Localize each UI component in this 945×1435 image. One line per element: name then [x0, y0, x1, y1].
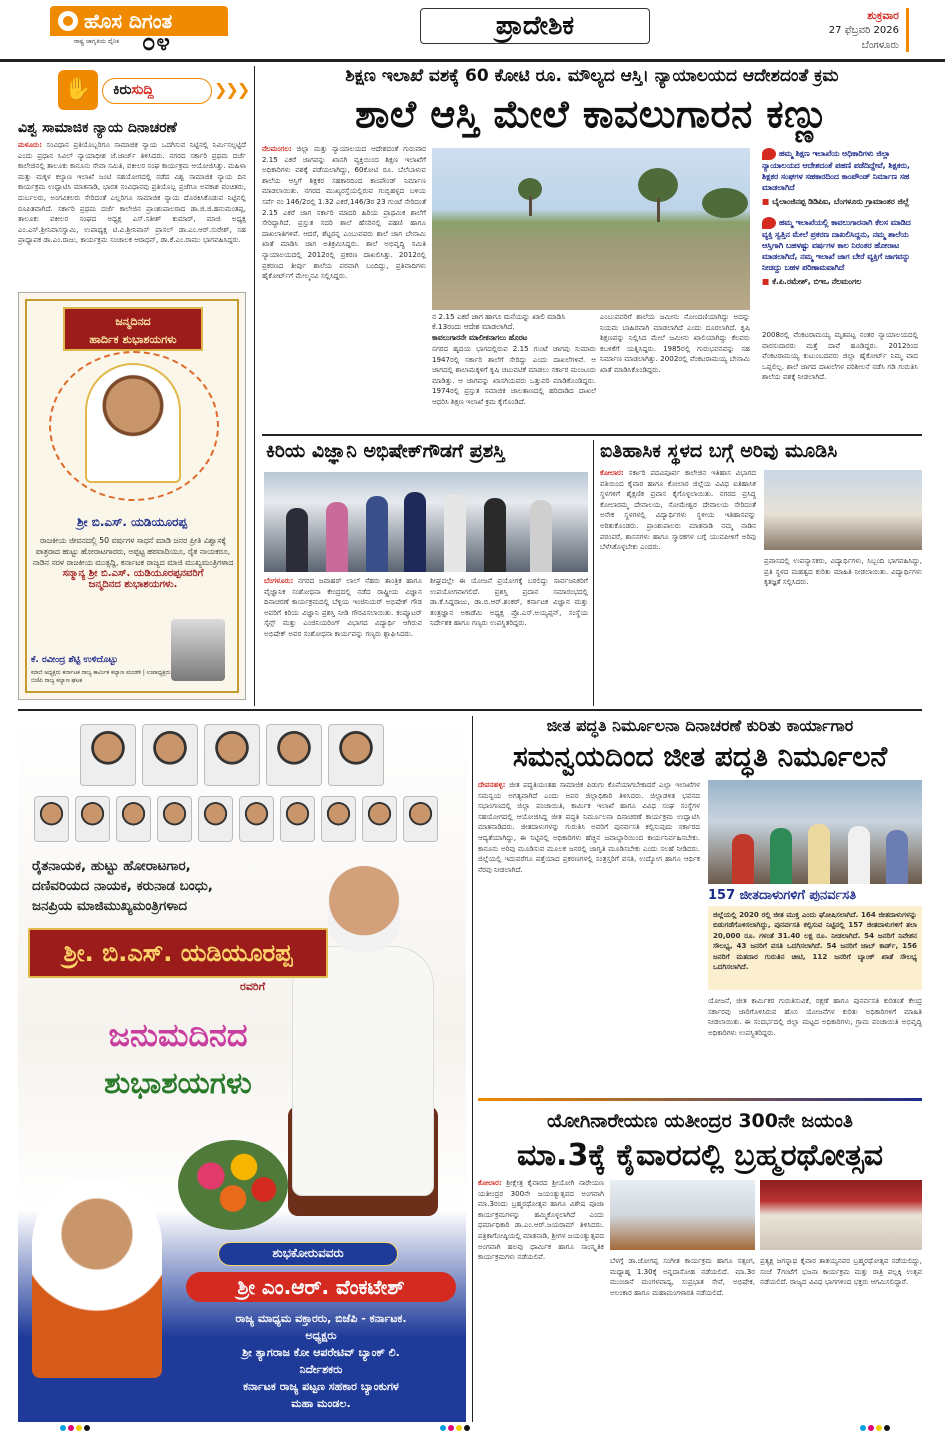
press-meet-photo: [610, 1180, 755, 1250]
brief-body: [18, 140, 246, 288]
leader-photo: [239, 796, 274, 842]
leader-photo: [266, 724, 322, 786]
figure-head: [328, 866, 400, 952]
dateline-place: ಕೋಲಾರ:: [478, 1178, 502, 1187]
quote-icon: [762, 148, 776, 160]
labour-headline[interactable]: ಸಮನ್ವಯದಿಂದ ಜೀತ ಪದ್ಧತಿ ನಿರ್ಮೂಲನೆ: [512, 740, 888, 773]
person-figure: [404, 492, 426, 572]
leader-photo: [116, 796, 151, 842]
ad-message-bold: ಸನ್ಮಾನ್ಯ ಶ್ರೀ ಬಿ.ಎಸ್. ಯಡಿಯೂರಪ್ಪನವರಿಗೆ: [62, 568, 204, 579]
date: 27 ಫೆಬ್ರವರಿ 2026: [828, 25, 899, 36]
story-column: [264, 576, 422, 704]
award-headline[interactable]: ಕಿರಿಯ ವಿಜ್ಞಾನಿ ಅಭಿಷೇಕ್‌ಗೌಡಗೆ ಪ್ರಶಸ್ತಿ: [266, 440, 505, 462]
story-column: [478, 1178, 604, 1422]
large-birthday-advertisement: [18, 716, 466, 1422]
story-kicker: ಶಿಕ್ಷಣ ಇಲಾಖೆ ವಶಕ್ಕೆ 60 ಕೋಟಿ ರೂ. ಮೌಲ್ಯದ ಆಸ್ತಿ। ನ್ಯಾಯಾಲಯದ ಆದೇಶದಂತೆ ಕ್ರಮ: [345, 66, 839, 86]
designation-line: ಮಹಾ ಮಂಡಲ.: [291, 1397, 351, 1410]
leader-photo: [34, 796, 69, 842]
person-figure: [530, 500, 552, 572]
page-number: ೦೪: [142, 28, 171, 56]
column-divider: [593, 440, 594, 706]
story-column: [262, 144, 426, 432]
leader-photo: [328, 724, 384, 786]
sender-name: ಶ್ರೀ ಎಂ.ಆರ್. ವೆಂಕಟೇಶ್: [186, 1272, 456, 1302]
story-text: ಶ್ರೀಕ್ಷೇತ್ರ ಕೈವಾರದ ಶ್ರೀಯೋಗಿ ನಾರೇಯಣ ಯತೀಂದ್ರರ 300ನೇ ಜಯಂತ್ಯುತ್ಸವದ ಅಂಗವಾಗಿ ಮಾ.3ರಂದು ಬ್ರಹ್ಮರಥೋತ್ಸವ ಹಾಗೂ ವಿಶೇಷ ಪೂಜಾ ಕಾರ್ಯಕ್ರಮಗಳನ್ನು ಹಮ್ಮಿಕೊಳ್ಳಲಾಗಿದೆ ಎಂದು ಧರ್ಮಾಧಿಕಾರಿ ಡಾ.ಎಂ.ಆರ್.ಜಯರಾಮ್ ತಿಳಿಸಿದರು. ಪತ್ರಿಕಾಗೋಷ್ಠಿಯಲ್ಲಿ ಮಾತನಾಡಿ, ಶ್ರೀಗಳ ಜಯಂತ್ಯುತ್ಸವದ ಅಂಗವಾಗಿ ಹಲವು ಧಾರ್ಮಿಕ ಹಾಗೂ ಸಾಂಸ್ಕೃತಿಕ ಕಾರ್ಯಕ್ರಮಗಳು ನಡೆಯಲಿವೆ.: [478, 1178, 604, 1262]
designation-line: ನಿರ್ದೇಶಕರು: [299, 1363, 343, 1376]
logo-wordmark: [50, 6, 228, 36]
leader-photo: [157, 796, 192, 842]
ad-message-end: ಜನ್ಮದಿನದ ಶುಭಾಶಯಗಳು.: [88, 579, 178, 590]
section-divider: [478, 1098, 922, 1101]
column-divider: [254, 66, 255, 706]
ad-ribbon-line2: ಹಾರ್ದಿಕ ಶುಭಾಶಯಗಳು: [89, 333, 177, 346]
leader-photo-row: [34, 796, 438, 842]
dateline-place: ಕೋಲಾರ:: [600, 468, 624, 477]
person-figure: [732, 834, 754, 884]
yogi-headline[interactable]: ಮಾ.3ಕ್ಕೆ ಕೈವಾರದಲ್ಲಿ ಬ್ರಹ್ಮರಥೋತ್ಸವ: [516, 1138, 884, 1173]
honoree-name: ಶ್ರೀ ಬಿ.ಎಸ್. ಯಡಿಯೂರಪ್ಪ: [77, 515, 187, 529]
dateline-place: ದೇವನಹಳ್ಳಿ:: [478, 780, 506, 789]
quote-icon: [762, 217, 776, 229]
heritage-headline[interactable]: ಐತಿಹಾಸಿಕ ಸ್ಥಳದ ಬಗ್ಗೆ ಅರಿವು ಮೂಡಿಸಿ: [600, 440, 838, 462]
leader-photo: [198, 796, 233, 842]
story-text: ನಗರದ ಜವಾಹರ್ ಲಾಲ್ ನೆಹರು ತಾಂತ್ರಿಕ ಹಾಗೂ ವೈಜ್ಞಾನಿಕ ಸಂಶೋಧನಾ ಕೇಂದ್ರದಲ್ಲಿ ನಡೆದ ರಾಷ್ಟ್ರೀಯ ವಿಜ್ಞಾನ ದಿನಾಚರಣೆ ಕಾರ್ಯಕ್ರಮದಲ್ಲಿ ಬೆಳ್ಳಿಯ ಇಂಜಿನಿಯರ್ ಅಭಿಷೇಕ್ ಗೌಡ ಅವರಿಗೆ ಕಿರಿಯ ವಿಜ್ಞಾನಿ ಪ್ರಶಸ್ತಿ ನೀಡಿ ಗೌರವಿಸಲಾಯಿತು. ಕಂಪ್ಯೂಟರ್ ಸೈನ್ಸ್ ಮತ್ತು ಎಂಜಿನಿಯರಿಂಗ್ ವಿಭಾಗದ ವಿದ್ಯಾರ್ಥಿ ಆಗಿರುವ ಅಭಿಷೇಕ್ ಅವರ ಸಂಶೋಧನಾ ಕಾರ್ಯವನ್ನು ಗಣ್ಯರು ಶ್ಲಾಘಿಸಿದರು.: [264, 576, 422, 638]
leader-photo: [403, 796, 438, 842]
brief-label: [102, 78, 212, 104]
story-column: ನಗರದ ಹೃದಯ ಭಾಗದಲ್ಲಿರುವ 2.15 ಗುಂಟೆ ಜಾಗವು ಸುಮಾರು 1947ರಲ್ಲಿ ಸರ್ಕಾರಿ ಶಾಲೆಗೆ ಸೇರಿದ್ದು ಎಂದು ದಾಖಲೆಗಳಿವೆ. ಆ ಜಾಗದಲ್ಲಿ ಶಾಲಾಮಕ್ಕಳಿಗೆ ಕೃಷಿ ಚಟುವಟಿಕೆ ಮಾಡಲು ಸರ್ಕಾರ ಮಂಜೂರು ಮಾಡಿತ್ತು. ಆ ಜಾಗವನ್ನು ಖಾಸಗಿಯವರು ಒತ್ತುವರಿ ಮಾಡಿಕೊಂಡಿದ್ದರು. 1974ರಲ್ಲಿ ಪ್ರಸ್ತುತ ಸಮಾಜಿಕ ಜಾಲತಾಣದಲ್ಲಿ ಹರಿದಾಡಿದ ದಾಖಲೆ ಆಧರಿಸಿ ಶಿಕ್ಷಣ ಇಲಾಖೆ ಕ್ರಮ ಕೈಗೊಂಡಿದೆ.: [432, 344, 596, 406]
workshop-photo: [708, 780, 922, 884]
sender-designation: [178, 1310, 464, 1412]
person-figure: [444, 494, 466, 572]
sun-icon: [58, 11, 78, 31]
chevron-right-icon: ❯❯❯: [214, 80, 249, 99]
tree-shape: [638, 168, 678, 202]
tree-trunk: [657, 198, 660, 222]
quote-two-attribution: ■ ಕೆ.ಪಿ.ರಮೇಶ್, ಬಿಇಒ ನೆಲಮಂಗಲ: [762, 277, 862, 286]
sender-photo: [171, 619, 225, 681]
honoree-titles: [32, 856, 322, 916]
quote-two-sign: ಕೆ.ಪಿ.ರಮೇಶ್, ಬಿಇಒ ನೆಲಮಂಗಲ: [772, 277, 862, 286]
quote-two-text: ಹಮ್ಮ ಇಲಾಖೆಯಲ್ಲಿ ಕಾವಲುಗಾರನಾಗಿ ಕೆಲಸ ಮಾಡಿದ ವ್ಯಕ್ತಿ ಸ್ವತ್ತಿನ ಮೇಲೆ ಪ್ರಕರಣ ದಾಖಲಿಸಿದ್ದನು, ನಮ್ಮ ಶಾಲೆಯ ಆಸ್ತಿಗಾಗಿ ಬಹಳಷ್ಟು ವರ್ಷಗಳ ಕಾಲ ನಿರಂತರ ಹೋರಾಟ ಮಾಡಲಾಗಿದೆ, ನಮ್ಮ ಇಲಾಖೆ ಜಾಗ ಬೇರೆ ವ್ಯಕ್ತಿಗೆ ಜಾಗವನ್ನು ನೀಡದ್ದು ಬಹಳ ಪರಿಣಾಮವಾಗಿದೆ: [762, 218, 911, 272]
yogi-kicker: ಯೋಗಿನಾರೇಯಣ ಯತೀಂದ್ರರ 300ನೇ ಜಯಂತಿ: [547, 1110, 853, 1132]
designation-line: ರಾಜ್ಯ ಮಾಧ್ಯಮ ವಕ್ತಾರರು, ಬಿಜೆಪಿ - ಕರ್ನಾಟಕ.: [235, 1312, 407, 1325]
sender-designation: ಮಾಜಿ ಅಧ್ಯಕ್ಷರು ಕರ್ನಾಟಕ ರಾಜ್ಯ ಕಾರ್ಮಿಕ ಕಲ್ಯಾಣ ಮಂಡಳಿ | ಉಪಾಧ್ಯಕ್ಷರು ಬಿಜೆಪಿ ರಾಜ್ಯ ಕಲ್ಯಾಣ ಘಟಕ: [31, 670, 171, 684]
dateline-place: ಬೆಂಗಳೂರು:: [264, 576, 294, 585]
story-column: ಶೀಘ್ರದಲ್ಲೇ ಈ ಯೋಜನೆ ಪ್ರಯೋಗಕ್ಕೆ ಬರಲಿದ್ದು ಸಾರ್ವಜನಿಕರಿಗೆ ಉಪಯೋಗವಾಗಲಿದೆ. ಪ್ರಶಸ್ತಿ ಪ್ರದಾನ ಸಮಾರಂಭದಲ್ಲಿ ಡಾ.ಕೆ.ಸಿದ್ದರಾಜು, ಡಾ.ಬಿ.ಆರ್.ಶಂಕರ್, ಕರ್ನಾಟಕ ವಿಜ್ಞಾನ ಮತ್ತು ತಂತ್ರಜ್ಞಾನ ಅಕಾಡೆಮಿ ಅಧ್ಯಕ್ಷ ಪ್ರೊ.ಎಸ್.ಅಯ್ಯಪ್ಪನ್, ಸಂಸ್ಥೆಯ ನಿರ್ದೇಶಕ ಹಾಗೂ ಗಣ್ಯರು ಉಪಸ್ಥಿತರಿದ್ದರು.: [430, 576, 588, 628]
quote-one-sign: ಬೈಲಾಂಜಿನಪ್ಪ ಡಿಡಿಪಿಐ, ಬೆಂಗಳೂರು ಗ್ರಾಮಾಂತರ ಜಿಲ್ಲೆ: [772, 197, 910, 206]
greeting-line1: ಜನುಮದಿನದ: [108, 1016, 248, 1054]
person-figure: [770, 828, 792, 884]
registration-marks: [440, 1424, 472, 1433]
story-column: ಬೆಳಗ್ಗೆ ಡಾ.ಜೋಗಪ್ಪ ಸಂಗೀತ ಕಾರ್ಯಕ್ರಮ ಹಾಗೂ ಸತ್ಸಂಗ, ಮಧ್ಯಾಹ್ನ 1.30ಕ್ಕೆ ಅನ್ನದಾಸೋಹ ನಡೆಯಲಿದೆ. ಮಾ.3ರ ಮುಂಜಾನೆ ಮಂಗಳವಾದ್ಯ, ಸುಪ್ರಭಾತ ಸೇವೆ, ಅಭಿಷೇಕ, ಅಲಂಕಾರ ಹಾಗೂ ಮಹಾಮಂಗಳಾರತಿ ನಡೆಯಲಿದೆ.: [610, 1256, 755, 1297]
logo-tagline: ರಾಷ್ಟ್ರ ಜಾಗೃತಿಯ ದೈನಿಕ: [74, 38, 120, 45]
person-figure: [808, 824, 830, 884]
ad-message-text: ರಾಜಕೀಯ ಜೀವನದಲ್ಲಿ 50 ವರ್ಷಗಳ ಸಾಧನೆ ಮಾಡಿ ಜನರ ಪ್ರೀತಿ ವಿಶ್ವಾಸಕ್ಕೆ ಪಾತ್ರರಾದ ಹುಟ್ಟು ಹೋರಾಟಗಾರರು, ಅಪ್ಪಟ್ಟ ಹಠವಾದಿಯೂ, ರೈತ ನಾಯಕರೂ, ನಾಡಿನ ಸರಳ ರಾಜಕೀಯ ಮುತ್ಸದ್ದಿ, ಕರ್ನಾಟಕ ರಾಜ್ಯದ ಮಾಜಿ ಮುಖ್ಯಮಂತ್ರಿಗಳಾದ: [32, 536, 234, 567]
brief-label-b: ಸುದ್ದಿ: [131, 82, 154, 98]
story-column: [478, 780, 700, 1094]
birthday-advertisement: [18, 292, 246, 700]
designation-line: ಶ್ರೀ ತ್ಯಾಗರಾಜ ಕೋ ಆಪರೇಟಿವ್ ಬ್ಯಾಂಕ್ ಲಿ.: [242, 1346, 400, 1359]
story-column: [600, 468, 756, 704]
brief-text: ಸಂವಿಧಾನ ಪ್ರತಿಯೊಬ್ಬರಿಗೂ ಸಾಮಾಜಿಕ ನ್ಯಾಯ ಒದಗಿಸುವ ನಿಟ್ಟಿನಲ್ಲಿ ನಿರ್ಮಿಸಲ್ಪಟ್ಟಿದೆ ಎಂದು ಪ್ರಧಾನ ಸಿವಿಲ್ ನ್ಯಾಯಾಧೀಶ ಜೆ.ಜಾರ್ಜ್ ತಿಳಿಸಿದರು. ನಗರದ ಸರ್ಕಾರಿ ಪ್ರಥಮ ದರ್ಜೆ ಕಾಲೇಜಿನಲ್ಲಿ ತಾಲೂಕು ಕಾನೂನು ಸೇವಾ ಸಮಿತಿ, ವಕೀಲರ ಸಂಘ ಕಾರ್ಯಕ್ರಮ ಆಯೋಜಿಸಿತ್ತು. ಮಹಿಳಾ ಮತ್ತು ಮಕ್ಕಳ ಕಲ್ಯಾಣ ಇಲಾಖೆ ಜಂಟಿ ಸಹಯೋಗದಲ್ಲಿ ನಡೆದ ವಿಶ್ವ ಸಾಮಾಜಿಕ ನ್ಯಾಯ ದಿನ ಕಾರ್ಯಕ್ರಮ ಉದ್ಘಾಟಿಸಿ ಮಾತನಾಡಿ, ಭಾರತ ಸಂವಿಧಾನವು ಪ್ರತಿಯೊಬ್ಬ ಪ್ರಜೆಗೂ ಅವಕಾಶ ವಂಚಿತರು, ದುರ್ಬಲರು, ಅಂಗವಿಕಲರು ಸೇರಿದಂತೆ ಎಲ್ಲರಿಗೂ ಸಾಮಾಜಿಕ ನ್ಯಾಯ ದೊರಕಿಸಿಕೊಡುವ ನಿಟ್ಟಿನಲ್ಲಿ ರೂಪಿತವಾಗಿದೆ. ಸರ್ಕಾರಿ ಪ್ರಥಮ ದರ್ಜೆ ಕಾಲೇಜಿನ ಪ್ರಾಂಶುಪಾಲರಾದ ಡಾ.ಜಿ.ಜಿ.ಹನುಮಂತಪ್ಪ, ತಾಲೂಕು ವಕೀಲರ ಸಂಘದ ಅಧ್ಯಕ್ಷ ಎಸ್.ಸತೀಶ್ ಕುಮಾರ್, ಮಾಜಿ ಅಧ್ಯಕ್ಷ ಎಂ.ಎಸ್.ಶ್ರೀನಿವಾಸಸ್ವಾಮಿ, ಉಪಾಧ್ಯಕ್ಷ ಟಿ.ವಿ.ಶ್ರೀನಿವಾಸ್ ಪ್ರಾಸಲ್ ಡಾ.ಎಂ.ಆರ್.ಸುರೇಶ್, ಸಹ ಪ್ರಾಧ್ಯಾಪಕ ಡಾ.ಎಂ.ರಾಜು, ಕಾರ್ಯಕ್ರಮ ಸಂಚಾಲಕ ಆರಾಧನ್, ಡಾ.ಕೆ.ಎಂ.ರಾಮು ಭಾಗವಹಿಸಿದ್ದರು.: [18, 140, 246, 245]
section-divider: [18, 709, 922, 711]
titles-line: ಜನಪ್ರಿಯ ಮಾಜಿಮುಖ್ಯಮಂತ್ರಿಗಳಾದ: [32, 898, 188, 914]
tree-trunk: [529, 196, 532, 216]
wishers-label: ಶುಭಕೋರುವವರು: [218, 1242, 398, 1266]
brief-banner: [18, 70, 249, 114]
quote-one-text: ಹಮ್ಮ ಶಿಕ್ಷಣ ಇಲಾಖೆಯ ಅಧಿಕಾರಿಗಳು ಜಿಲ್ಲಾ ನ್ಯಾಯಾಲಯದ ಆದೇಶದಂತೆ ಪಹಣಿ ಪಡೆದಿದ್ದೇವೆ, ಶಿಕ್ಷಕರು, ಶಿಕ್ಷಕರ ಸಂಘಗಳ ಸಹಕಾರದಿಂದ ಕಾಂಪೌಂಡ್ ನಿರ್ಮಾಣ ಸಹ ಮಾಡಲಾಗಿದೆ: [762, 149, 910, 192]
dateline: [829, 8, 899, 53]
titles-line: ದಣಿವರಿಯದ ನಾಯಕ, ಕರುನಾಡ ಬಂಧು,: [32, 878, 213, 894]
leader-photo: [362, 796, 397, 842]
person-figure: [886, 830, 908, 884]
titles-line: ರೈತನಾಯಕ, ಹುಟ್ಟು ಹೋರಾಟಗಾರ,: [32, 858, 191, 874]
honoree-suffix: ರವರಿಗೆ: [240, 980, 266, 993]
person-figure: [286, 508, 308, 572]
sender-name: ಕೆ. ರವೀಂದ್ರ ಶೆಟ್ಟಿ ಉಳಿದೊಟ್ಟು: [31, 655, 118, 665]
story-text: ಸರ್ಕಾರಿ ಪದವಿಪೂರ್ವ ಕಾಲೇಜಿನ ಇತಿಹಾಸ ವಿಭಾಗದ ವತಿಯಿಂದ ಕೈವಾರ ಹಾಗೂ ಕೋಲಾರ ಜಿಲ್ಲೆಯ ವಿವಿಧ ಐತಿಹಾಸಿಕ ಸ್ಥಳಗಳಿಗೆ ಶೈಕ್ಷಣಿಕ ಪ್ರವಾಸ ಕೈಗೊಳ್ಳಲಾಯಿತು. ನಗರದ ಪ್ರಸಿದ್ಧ ಕೋಲಾರಮ್ಮ ದೇವಾಲಯ, ಸೋಮೇಶ್ವರ ದೇವಾಲಯ ಸೇರಿದಂತೆ ಅನೇಕ ಸ್ಥಳಗಳಲ್ಲಿ ವಿದ್ಯಾರ್ಥಿಗಳು ಸ್ಥಳೀಯ ಇತಿಹಾಸವನ್ನು ಅರಿತುಕೊಂಡರು. ಪ್ರಾಂಶುಪಾಲರು ಮಾತನಾಡಿ ನಮ್ಮ ನಾಡಿನ ಪರಂಪರೆ, ಶಾಸನಗಳು ಹಾಗೂ ಸ್ಮಾರಕಗಳ ಬಗ್ಗೆ ಯುವಪೀಳಿಗೆ ಅರಿವು ಬೆಳೆಸಿಕೊಳ್ಳಬೇಕು ಎಂದರು.: [600, 468, 756, 552]
tree-shape: [702, 188, 748, 218]
story-column: 2008ರಲ್ಲಿ ವೆಂಕಟರಾಮಯ್ಯ ಮೃತಪಟ್ಟ ನಂತರ ನ್ಯಾಯಾಲಯದಲ್ಲಿ ವಾರಸುದಾರರು ಮತ್ತೆ ದಾವೆ ಹೂಡಿದ್ದರು. 2012ರಿಂದ ವೆಂಕಟರಾಮಯ್ಯ ಕುಟುಂಬದವರು ಜಿಲ್ಲಾ ಹೈಕೋರ್ಟ್ ನಿಮ್ಮ ವಾದ ಒಪ್ಪಲಿಲ್ಲ. ಶಾಲೆ ಜಾಗದ ದಾಖಲೆಗಳ ಪರಿಶೀಲನೆ ನಡೆಸಿ ಗಡಿ ಗುರುತಿಸಿ ಶಾಲೆಯ ವಶಕ್ಕೆ ನೀಡಲಾಗಿದೆ.: [762, 330, 918, 382]
bouquet-image: [178, 1140, 288, 1230]
weekday: ಶುಕ್ರವಾರ: [867, 9, 899, 22]
brief-place: ಮಳೂರು:: [18, 140, 42, 149]
leader-photo: [321, 796, 356, 842]
leader-photo: [204, 724, 260, 786]
logo-text: ಹೊಸ ದಿಗಂತ: [84, 9, 173, 33]
quote-box: [762, 148, 918, 287]
story-column: ಪ್ರತ್ಯಕ್ಷ ಜಗನ್ನಾಥ ಕೈವಾರ ತಾತಯ್ಯನವರ ಬ್ರಹ್ಮರಥೋತ್ಸವ ನಡೆಯಲಿದ್ದು, ಸಂಜೆ 7ಗಂಟೆಗೆ ಭಜನಾ ಕಾರ್ಯಕ್ರಮ ಮತ್ತು ರಾತ್ರಿ ಪಲ್ಲಕ್ಕಿ ಉತ್ಸವ ನಡೆಯಲಿದೆ. ರಾಜ್ಯದ ವಿವಿಧ ಭಾಗಗಳಿಂದ ಭಕ್ತರು ಆಗಮಿಸಲಿದ್ದಾರೆ.: [760, 1256, 922, 1287]
story-column: ಎಂಬುವವರಿಗೆ ಶಾಲೆಯ ಜಮೀನು ನೋಂದಣಿಯಾಗಿದ್ದು ಅದನ್ನು ನಿಯಮ ಬಾಹಿರವಾಗಿ ಮಾಡಲಾಗಿದೆ ಎಂದು ದೂರಲಾಗಿದೆ. ಕೃಷಿ ಶಿಕ್ಷಣವನ್ನು ನಿಲ್ಲಿಸಿದ ಮೇಲೆ ಜಮೀನು ಖಾಲಿಯಾಗಿದ್ದು ಕೆಲವರು ಕಬಳಿಕೆಗೆ ಯತ್ನಿಸಿದ್ದರು. 1985ರಲ್ಲಿ ಗುರುಭವನವನ್ನು ಸಹ ನಿರ್ಮಾಣ ಮಾಡಲಾಗಿತ್ತು. 2002ರಲ್ಲಿ ವೆಂಕಟರಾಮಯ್ಯ ಬೇನಾಮಿ ಖಾತೆ ಮಾಡಿಸಿಕೊಂಡಿದ್ದರು.: [600, 312, 750, 374]
brief-label-a: ಕಿರು: [113, 82, 132, 98]
quote-one-attribution: ■ ಬೈಲಾಂಜಿನಪ್ಪ ಡಿಡಿಪಿಐ, ಬೆಂಗಳೂರು ಗ್ರಾಮಾಂತರ ಜಿಲ್ಲೆ: [762, 197, 910, 206]
accent-rule: [906, 8, 909, 52]
ad-ribbon: [63, 307, 203, 351]
lead-headline[interactable]: ಶಾಲೆ ಆಸ್ತಿ ಮೇಲೆ ಕಾವಲುಗಾರನ ಕಣ್ಣು: [355, 92, 829, 136]
factbox-title: 157 ಜೀತದಾಳುಗಳಿಗೆ ಪುನರ್ವಸತಿ: [708, 888, 857, 903]
leader-photo: [80, 724, 136, 786]
story-column: ಯೋಜನೆ, ಜೀತ ಕಾರ್ಮಿಕರ ಗುರುತಿಸುವಿಕೆ, ರಕ್ಷಣೆ ಹಾಗೂ ಪುನರ್ವಸತಿ ಕುರಿತಂತೆ ಕೇಂದ್ರ ಸರ್ಕಾರವು ಜಾರಿಗೊಳಿಸಿರುವ ಹೊಸ ಯೋಜನೆಗಳ ಕುರಿತು ಅಧಿಕಾರಿಗಳಿಗೆ ಮಾಹಿತಿ ನೀಡಲಾಯಿತು. ಈ ಸಂದರ್ಭದಲ್ಲಿ ಜಿಲ್ಲಾ ಮಟ್ಟದ ಅಧಿಕಾರಿಗಳು, ಗ್ರಾಮ ಪಂಚಾಯಿತಿ ಅಭಿವೃದ್ಧಿ ಅಧಿಕಾರಿಗಳು ಉಪಸ್ಥಿತರಿದ್ದರು.: [708, 996, 922, 1037]
ad-message: [31, 535, 235, 590]
greeting-line2: ಶುಭಾಶಯಗಳು: [104, 1066, 252, 1101]
story-column: ಪ್ರವಾಸದಲ್ಲಿ ಉಪನ್ಯಾಸಕರು, ವಿದ್ಯಾರ್ಥಿಗಳು, ಸಿಬ್ಬಂದಿ ಭಾಗವಹಿಸಿದ್ದು, ಪ್ರತಿ ಸ್ಥಳದ ಮಹತ್ವದ ಕುರಿತು ಮಾಹಿತಿ ನೀಡಲಾಯಿತು. ವಿದ್ಯಾರ್ಥಿಗಳು ಕೃತಜ್ಞತೆ ಸಲ್ಲಿಸಿದರು.: [764, 556, 922, 587]
dateline-place: ನೆಲಮಂಗಲ:: [262, 144, 292, 153]
designation-line: ಅಧ್ಯಕ್ಷರು: [305, 1329, 337, 1342]
person-figure: [848, 826, 870, 884]
labour-kicker: ಜೀತ ಪದ್ಧತಿ ನಿರ್ಮೂಲನಾ ದಿನಾಚರಣೆ ಕುರಿತು ಕಾರ್ಯಾಗಾರ: [546, 716, 854, 735]
dais-photo: [760, 1180, 922, 1250]
registration-marks: [60, 1424, 92, 1433]
masthead: [0, 0, 945, 62]
newspaper-logo[interactable]: [50, 6, 228, 56]
quote-one: [762, 148, 918, 193]
sender-photo: [32, 1178, 162, 1378]
leader-photo-row: [80, 724, 384, 786]
award-ceremony-photo: [264, 472, 588, 572]
factbox: ಜಿಲ್ಲೆಯಲ್ಲಿ 2020 ರಲ್ಲಿ ಜೀತ ಮುಕ್ತ ಎಂದು ಘೋಷಿಸಲಾಗಿದೆ. 164 ಜೀತದಾಳುಗಳನ್ನು ಬಿಡುಗಡೆಗೊಳಿಸಲಾಗಿದ್ದು, ಪುನರ್ವಸತಿ ಕಲ್ಪಿಸುವ ನಿಟ್ಟಿನಲ್ಲಿ 157 ಜೀತದಾಳುಗಳಿಗೆ ತಲಾ 20,000 ರೂ. ಗಳಂತೆ 31.40 ಲಕ್ಷ ರೂ. ನೀಡಲಾಗಿದೆ. 54 ಜನರಿಗೆ ನಿವೇಶನ ಸೌಲಭ್ಯ, 43 ಜನರಿಗೆ ವಸತಿ ಒದಗಿಸಲಾಗಿದೆ. 54 ಜನರಿಗೆ ಜಾಬ್ ಕಾರ್ಡ್, 156 ಜನರಿಗೆ ಮತದಾರ ಗುರುತಿನ ಚೀಟಿ, 112 ಜನರಿಗೆ ಬ್ಯಾಂಕ್ ಖಾತೆ ಸೌಲಭ್ಯ ಒದಗಿಸಲಾಗಿದೆ.: [708, 906, 922, 990]
section-divider: [262, 434, 922, 436]
hand-icon: ✋: [58, 70, 98, 110]
person-figure: [366, 496, 388, 572]
field-trip-photo: [764, 470, 922, 550]
brief-title[interactable]: ವಿಶ್ವ ಸಾಮಾಜಿಕ ನ್ಯಾಯ ದಿನಾಚರಣೆ: [18, 120, 177, 136]
person-figure: [326, 502, 348, 572]
story-subhead: ಕಾವಲುಗಾರನೇ ಮಾಲೀಕನಾಗಲು ಹೊರಟ: [432, 333, 528, 342]
leader-photo: [75, 796, 110, 842]
honoree-name-banner: ಶ್ರೀ. ಬಿ.ಎಸ್. ಯಡಿಯೂರಪ್ಪ: [28, 928, 328, 978]
city: ಬೆಂಗಳೂರು: [861, 40, 899, 51]
column-divider: [472, 716, 473, 1422]
ad-ribbon-line1: ಜನ್ಮದಿನದ: [115, 315, 151, 328]
vacant-land-photo: [432, 148, 750, 310]
story-text: ಜಿಲ್ಲಾ ಮತ್ತು ನ್ಯಾಯಾಲಯದ ಆದೇಶದಂತೆ ಗುರುವಾರ 2.15 ಎಕರೆ ಜಾಗವನ್ನು ಖಾಸಗಿ ವ್ಯಕ್ತಿಯಿಂದ ಶಿಕ್ಷಣ ಇಲಾಖೆಗೆ ಅಧಿಕಾರಿಗಳು ವಶಕ್ಕೆ ಪಡೆಯಲಾಗಿದ್ದು, 60ಕೋಟಿ ರೂ. ಬೆಲೆಬಾಳುವ ಶಾಲೆಯ ಆಸ್ತಿಗೆ ಶಿಕ್ಷಕರ ಸಹಕಾರದಿಂದ ಕಾಂಪೌಂಡ್ ನಿರ್ಮಾಣ ಮಾಡಲಾಯಿತು. ನಗರದ ಮುಖ್ಯರಸ್ತೆಯಲ್ಲಿರುವ ಗುಬ್ಬಿಹಳ್ಳದ ಬಳಿಯ ಸರ್ವೆ ನಂ 146/2ರಲ್ಲಿ 1.32 ಎಕರೆ,146/3ರ 23 ಗುಂಟೆ ಸೇರಿದಂತೆ 2.15 ಎಕರೆ ಜಾಗ ಸರ್ಕಾರಿ ಮಾದರಿ ಹಿರಿಯ ಪ್ರಾಥಮಿಕ ಶಾಲೆಗೆ ಸೇರಿದ್ದಾಗಿದೆ. ಪ್ರಸ್ತುತ ಸದರಿ ಶಾಲೆ ಹೆಸರಿನಲ್ಲಿ ಪಹಣಿ ಹಾಗೂ ದಾಖಲಾತಿಗಳಿವೆ. ಆದರೆ, ಶೆಟ್ಟರನ್ನ ಎಂಬುವವರು ಶಾಲೆ ಜಾಗ ಬೇನಾಮಿ ಖಾತೆ ಮಾಡಿಸಿ ಜಾಗ ಅತಿಕ್ರಮಿಸಿದ್ದರು. ಶಾಲೆ ಅಭಿವೃದ್ಧಿ ಸಮಿತಿ ನ್ಯಾಯಾಲಯದಲ್ಲಿ 2012ರಲ್ಲಿ ಪ್ರಕರಣ ದಾಖಲಿಸಿತ್ತು. 2012ರಲ್ಲಿ ಪ್ರಕರಣದ ತೀರ್ಪು ಶಾಲೆಯ ಪರವಾಗಿ ಬಂದಿದ್ದು, ಪ್ರತಿವಾದಿಗಳು ಹೈಕೋರ್ಟ್‌ಗೆ ಮೇಲ್ಮನವಿ ಸಲ್ಲಿಸಿದ್ದರು.: [262, 144, 426, 281]
designation-line: ಕರ್ನಾಟಕ ರಾಜ್ಯ ಪಟ್ಟಣ ಸಹಕಾರ ಬ್ಯಾಂಕುಗಳ: [243, 1380, 399, 1393]
story-text: ಜೀತ ಪದ್ಧತಿಯಂತಹ ಸಾಮಾಜಿಕ ಪಿಡುಗು ಕೊನೆಯಾಗಬೇಕಾದರೆ ಎಲ್ಲಾ ಇಲಾಖೆಗಳ ಸಮನ್ವಯ ಅಗತ್ಯವಾಗಿದೆ ಎಂದು ಅಪರ ಜಿಲ್ಲಾಧಿಕಾರಿ ತಿಳಿಸಿದರು. ಜಿಲ್ಲಾಡಳಿತ ಭವನದ ಸಭಾಂಗಣದಲ್ಲಿ ಜಿಲ್ಲಾ ಪಂಚಾಯಿತಿ, ಕಾರ್ಮಿಕ ಇಲಾಖೆ ಹಾಗೂ ವಿವಿಧ ಸಂಘ ಸಂಸ್ಥೆಗಳ ಸಹಯೋಗದಲ್ಲಿ ಆಯೋಜಿಸಿದ್ದ ಜೀತ ಪದ್ಧತಿ ನಿರ್ಮೂಲನಾ ದಿನಾಚರಣೆ ಕಾರ್ಯಕ್ರಮ ಉದ್ಘಾಟಿಸಿ ಮಾತನಾಡಿದರು. ಜೀತದಾಳುಗಳನ್ನು ಗುರುತಿಸಿ ಅವರಿಗೆ ಪುನರ್ವಸತಿ ಕಲ್ಪಿಸುವುದು ಸರ್ಕಾರದ ಆದ್ಯತೆಯಾಗಿದ್ದು, ಈ ನಿಟ್ಟಿನಲ್ಲಿ ಅಧಿಕಾರಿಗಳು ಹೆಚ್ಚಿನ ಜವಾಬ್ದಾರಿಯಿಂದ ಕಾರ್ಯನಿರ್ವಹಿಸಬೇಕು. ಕಾನೂನು ಅರಿವು ಮೂಡಿಸುವ ಮೂಲಕ ಜನರಲ್ಲಿ ಜಾಗೃತಿ ಮೂಡಿಸಬೇಕು ಎಂದು ಸಲಹೆ ನೀಡಿದರು. ಜಿಲ್ಲೆಯಲ್ಲಿ ಇದುವರೆಗೂ ಪತ್ತೆಯಾದ ಪ್ರಕರಣಗಳಲ್ಲಿ ಸಂತ್ರಸ್ತರಿಗೆ ವಸತಿ, ಉದ್ಯೋಗ ಹಾಗೂ ಆರ್ಥಿಕ ನೆರವು ನೀಡಲಾಗಿದೆ.: [478, 780, 700, 874]
portrait-photo: [85, 363, 181, 483]
quote-two: [762, 217, 918, 273]
registration-marks: [860, 1424, 892, 1433]
section-title: ಪ್ರಾದೇಶಿಕ: [420, 8, 650, 44]
photo-caption: ನ 2.15 ಎಕರೆ ಜಾಗ ಹಾಗೂ ಮನೆಯನ್ನು ಖಾಲಿ ಮಾಡಿಸಿ ಕೆ.13ರಂದು ಆದೇಶ ಮಾಡಲಾಗಿದೆ.: [432, 312, 566, 331]
person-figure: [484, 498, 506, 572]
leader-photo: [280, 796, 315, 842]
leader-photo: [142, 724, 198, 786]
